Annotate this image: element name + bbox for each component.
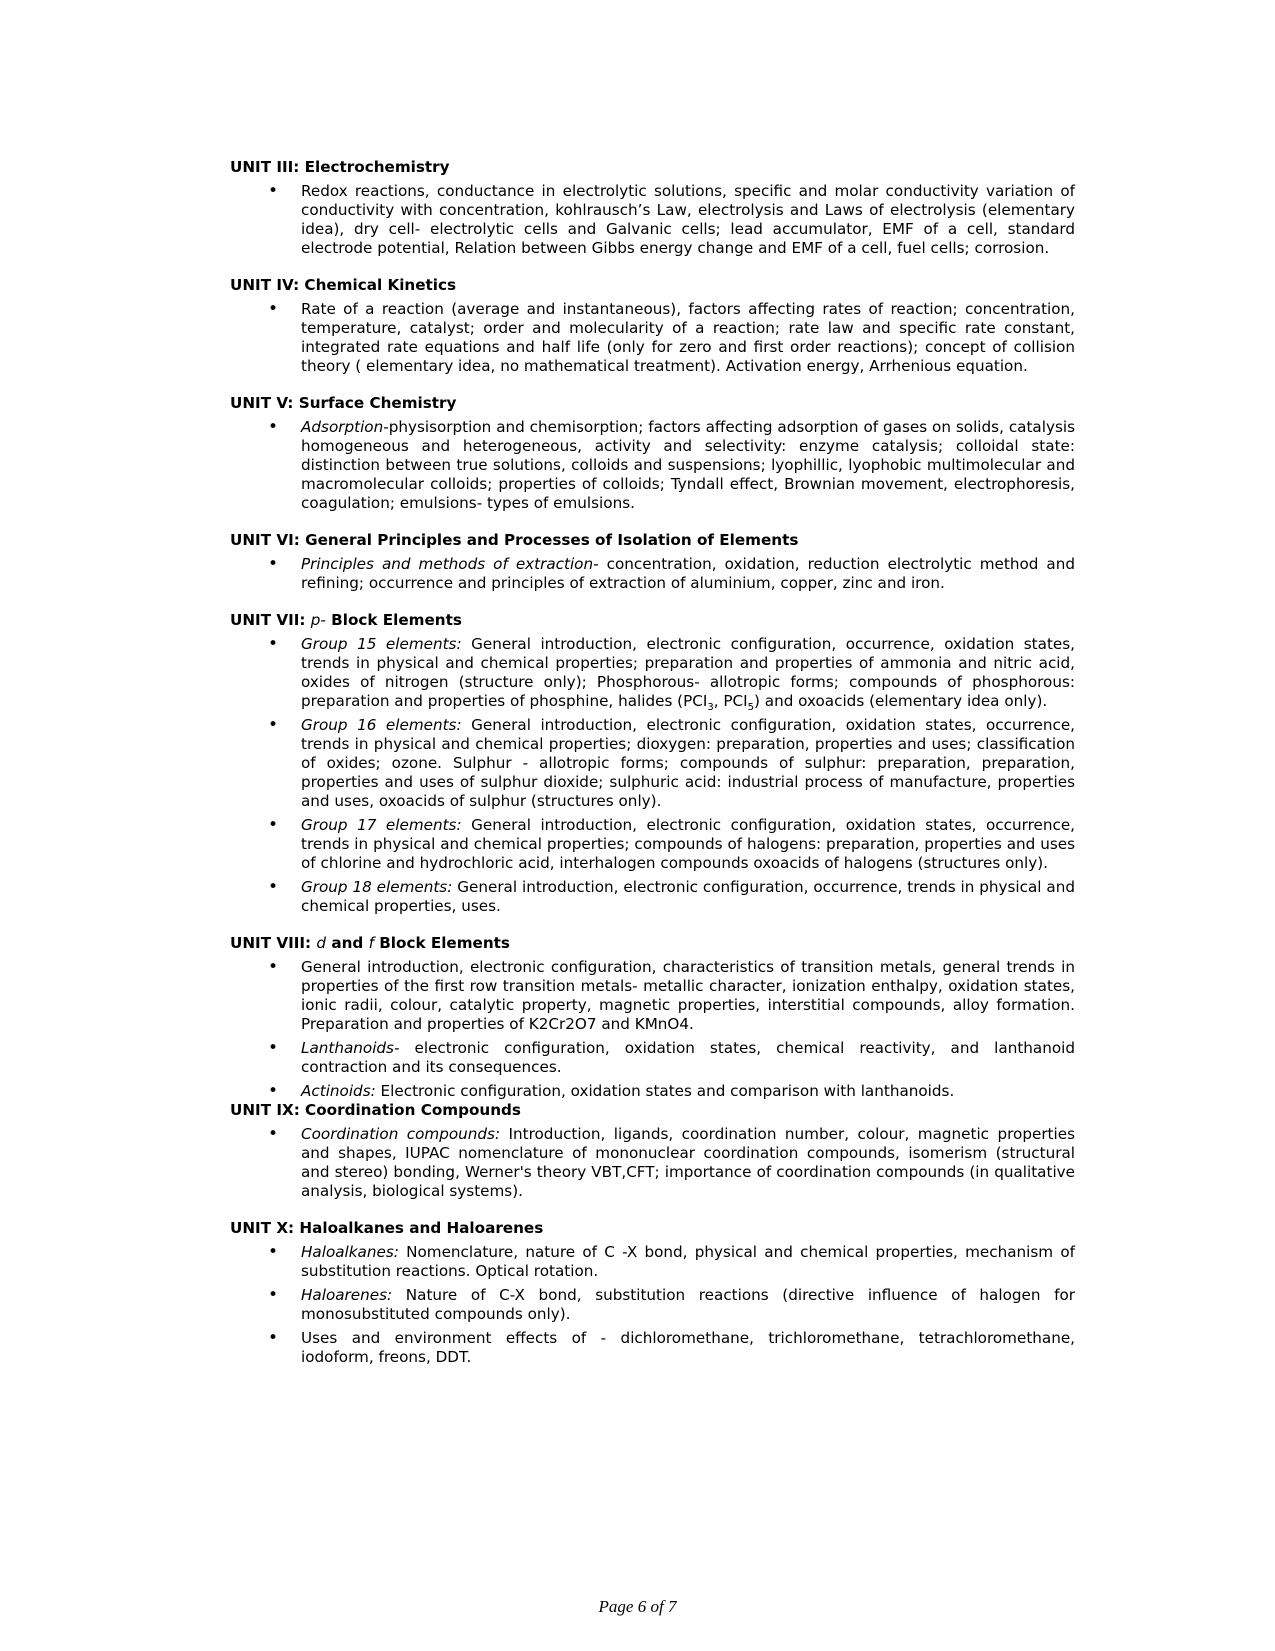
unit-heading: UNIT VIII: d and f Block Elements: [230, 934, 510, 952]
topic-list: [230, 1125, 1075, 1201]
unit-heading: UNIT X: Haloalkanes and Haloarenes: [230, 1219, 544, 1237]
list-item: • Haloalkanes: Nomenclature, nature of C -X bond, physical and chemical properties, mechanism of substitution reactions. Optical rotation.: [268, 1242, 1075, 1280]
bullet-icon: •: [268, 634, 279, 654]
unit-vi: [230, 531, 1075, 593]
topic-list: [230, 1243, 1075, 1367]
bullet-icon: •: [268, 1242, 279, 1262]
bullet-icon: •: [268, 815, 279, 835]
list-item: • Group 15 elements: General introduction, electronic configuration, occurrence, oxidation states, trends in physical and chemical properties; preparation and properties of ammonia and nitric acid, oxides of nitrogen (structure only); Phosphorous- allotropic forms; compounds of phosphorous: preparation and properties of phosphine, halides ($PCI_3$, $PCI_5$) and oxoacids (elementary idea only).: [268, 634, 1075, 714]
bullet-icon: •: [268, 1124, 279, 1144]
bullet-icon: •: [268, 1081, 279, 1101]
topic-list: [230, 182, 1075, 258]
list-item: • Actinoids: Electronic configuration, oxidation states and comparison with lanthanoids.: [268, 1081, 955, 1101]
list-item: • Group 18 elements: General introduction, electronic configuration, occurrence, trends in physical and chemical properties, uses.: [268, 877, 1075, 915]
bullet-icon: •: [268, 715, 279, 735]
list-item: • Rate of a reaction (average and instantaneous), factors affecting rates of reaction; concentration, temperature, catalyst; order and molecularity of a reaction; rate law and specific rate constant, integrated rate equations and half life (only for zero and first order reactions); concept of collision theory ( elementary idea, no mathematical treatment). Activation energy, Arrhenious equation.: [268, 299, 1075, 375]
unit-heading: UNIT IV: Chemical Kinetics: [230, 276, 457, 294]
list-item: • Haloarenes: Nature of C-X bond, substitution reactions (directive influence of halogen for monosubstituted compounds only).: [268, 1285, 1075, 1323]
unit-viii: [230, 934, 1075, 1101]
list-item: • Lanthanoids- electronic configuration, oxidation states, chemical reactivity, and lanthanoid contraction and its consequences.: [268, 1038, 1075, 1076]
unit-heading: UNIT III: Electrochemistry: [230, 158, 450, 176]
list-item: • Uses and environment effects of - dichloromethane, trichloromethane, tetrachloromethane, iodoform, freons, DDT.: [268, 1328, 1075, 1366]
bullet-icon: •: [268, 1328, 279, 1348]
bullet-icon: •: [268, 417, 279, 437]
syllabus-content: [230, 158, 1075, 1385]
page-number: Page 6 of 7: [598, 1597, 677, 1616]
list-item: • General introduction, electronic configuration, characteristics of transition metals, general trends in properties of the first row transition metals- metallic character, ionization enthalpy, oxidation states, ionic radii, colour, catalytic property, magnetic properties, interstitial compounds, alloy formation. Preparation and properties of K2Cr2O7 and KMnO4.: [268, 957, 1075, 1033]
list-item: • Group 16 elements: General introduction, electronic configuration, oxidation states, occurrence, trends in physical and chemical properties; dioxygen: preparation, properties and uses; classification of oxides; ozone. Sulphur - allotropic forms; compounds of sulphur: preparation, preparation, properties and uses of sulphur dioxide; sulphuric acid: industrial process of manufacture, properties and uses, oxoacids of sulphur (structures only).: [268, 715, 1075, 810]
bullet-icon: •: [268, 299, 279, 319]
bullet-icon: •: [268, 877, 279, 897]
topic-list: [230, 635, 1075, 916]
unit-iv: [230, 276, 1075, 376]
unit-heading: UNIT V: Surface Chemistry: [230, 394, 457, 412]
list-item: • Coordination compounds: Introduction, ligands, coordination number, colour, magnetic properties and shapes, IUPAC nomenclature of mononuclear coordination compounds, isomerism (structural and stereo) bonding, Werner's theory VBT,CFT; importance of coordination compounds (in qualitative analysis, biological systems).: [268, 1124, 1075, 1200]
unit-heading: UNIT VII: p- Block Elements: [230, 611, 462, 629]
bullet-icon: •: [268, 1285, 279, 1305]
list-item: • Principles and methods of extraction- concentration, oxidation, reduction electrolytic method and refining; occurrence and principles of extraction of aluminium, copper, zinc and iron.: [268, 554, 1076, 592]
topic-list: [230, 958, 1075, 1101]
list-item: • Adsorption-physisorption and chemisorption; factors affecting adsorption of gases on solids, catalysis homogeneous and heterogeneous, activity and selectivity: enzyme catalysis; colloidal state: distinction between true solutions, colloids and suspensions; lyophillic, lyophobic multimolecular and macromolecular colloids; properties of colloids; Tyndall effect, Brownian movement, electrophoresis, coagulation; emulsions- types of emulsions.: [268, 417, 1075, 512]
bullet-icon: •: [268, 957, 279, 977]
topic-list: [230, 555, 1075, 593]
unit-v: [230, 394, 1075, 513]
unit-ix: [230, 1101, 1075, 1201]
unit-heading: UNIT VI: General Principles and Processes of Isolation of Elements: [230, 531, 799, 549]
bullet-icon: •: [268, 181, 279, 201]
topic-list: [230, 300, 1075, 376]
list-item: • Redox reactions, conductance in electrolytic solutions, specific and molar conductivity variation of conductivity with concentration, kohlrausch’s Law, electrolysis and Laws of electrolysis (elementary idea), dry cell- electrolytic cells and Galvanic cells; lead accumulator, EMF of a cell, standard electrode potential, Relation between Gibbs energy change and EMF of a cell, fuel cells; corrosion.: [268, 181, 1075, 257]
bullet-icon: •: [268, 554, 279, 574]
topic-list: [230, 418, 1075, 513]
bullet-icon: •: [268, 1038, 279, 1058]
unit-x: [230, 1219, 1075, 1367]
list-item: • Group 17 elements: General introduction, electronic configuration, oxidation states, occurrence, trends in physical and chemical properties; compounds of halogens: preparation, properties and uses of chlorine and hydrochloric acid, interhalogen compounds oxoacids of halogens (structures only).: [268, 815, 1075, 872]
unit-vii: [230, 611, 1075, 916]
unit-iii: [230, 158, 1075, 258]
unit-heading: UNIT IX: Coordination Compounds: [230, 1101, 521, 1119]
